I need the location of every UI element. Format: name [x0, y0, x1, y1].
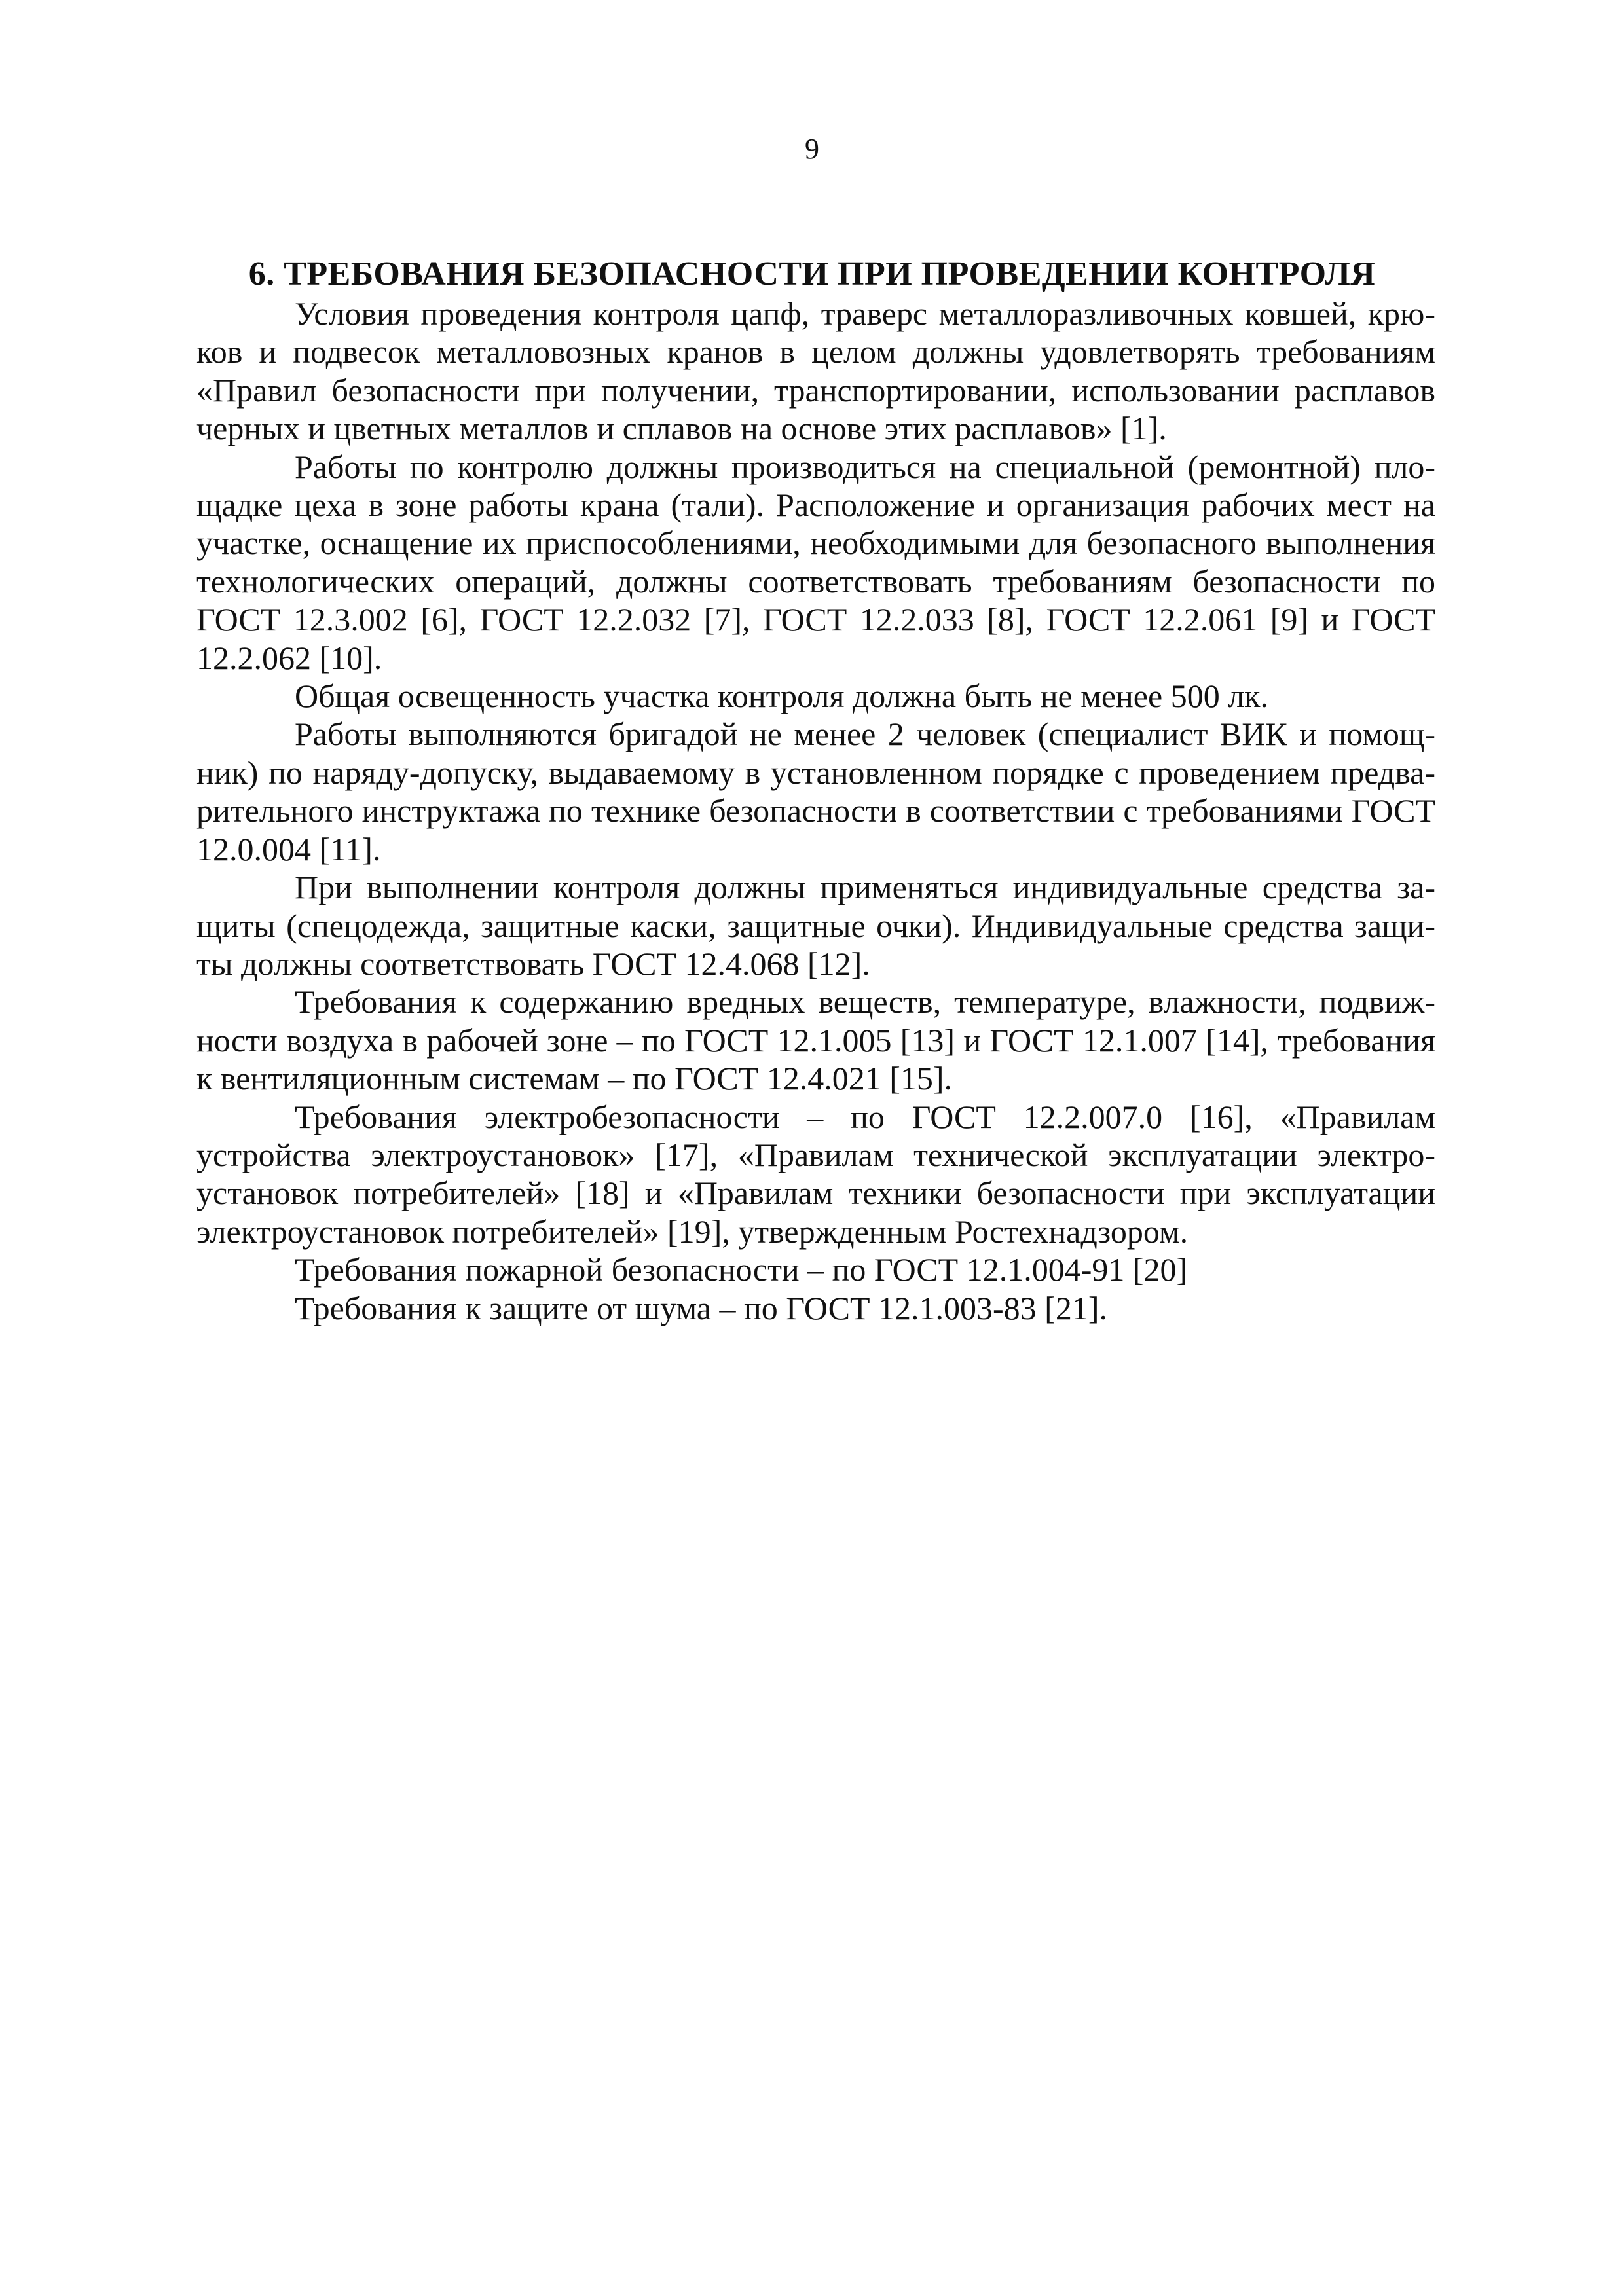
paragraph-illumination: Общая освещенность участка контроля должна быть не менее 500 лк. [295, 678, 1268, 715]
paragraph-protective-equipment: При выполнении контроля должны применяться индивидуальные средства защиты (спецодежда, защитные каски, защитные очки). Индивидуальные средства защиты должны соответствовать ГОСТ 12.4.068 [12]. [196, 869, 1435, 982]
paragraph-working-zone-air: Требования к содержанию вредных веществ, температуре, влажности, подвижности воздуха в рабочей зоне – по ГОСТ 12.1.005 [13] и ГОСТ 12.1.007 [14], требования к вентиляционным системам – по ГОСТ 12.4.021 [15]. [196, 983, 1435, 1097]
page-number: 9 [805, 133, 819, 165]
paragraph-electrical-safety: Требования электробезопасности – по ГОСТ 12.2.007.0 [16], «Правилам устройства электроустановок» [17], «Правилам технической эксплуатации электроустановок потребителей» [18] и «Правилам техники безопасности при эксплуатации электроустановок потребителей» [19], утвержденным Ростехнадзором. [196, 1098, 1435, 1250]
paragraph-inspection-conditions: Условия проведения контроля цапф, траверс металлоразливочных ковшей, крюков и подвесок металловозных кранов в целом должны удовлетворять требованиям «Правил безопасности при получении, транспортировании, использовании расплавов черных и цветных металлов и сплавов на основе этих расплавов» [1]. [196, 295, 1435, 447]
section-title: 6. ТРЕБОВАНИЯ БЕЗОПАСНОСТИ ПРИ ПРОВЕДЕНИИ КОНТРОЛЯ [248, 255, 1376, 293]
paragraph-fire-safety: Требования пожарной безопасности – по ГОСТ 12.1.004-91 [20] [295, 1251, 1188, 1288]
paragraph-work-team: Работы выполняются бригадой не менее 2 человек (специалист ВИК и помощник) по наряду-допуску, выдаваемому в установленном порядке с проведением предварительного инструктажа по технике безопасности в соответствии с требованиями ГОСТ 12.0.004 [11]. [196, 716, 1435, 867]
paragraph-noise-protection: Требования к защите от шума – по ГОСТ 12.1.003-83 [21]. [295, 1289, 1107, 1326]
paragraph-work-site: Работы по контролю должны производиться на специальной (ремонтной) площадке цеха в зоне работы крана (тали). Расположение и организация рабочих мест на участке, оснащение их приспособлениями, необходимыми для безопасного выполнения технологических операций, должны соответствовать требованиям безопасности по ГОСТ 12.3.002 [6], ГОСТ 12.2.032 [7], ГОСТ 12.2.033 [8], ГОСТ 12.2.061 [9] и ГОСТ 12.2.062 [10]. [196, 448, 1435, 676]
section-body [196, 295, 1435, 1327]
